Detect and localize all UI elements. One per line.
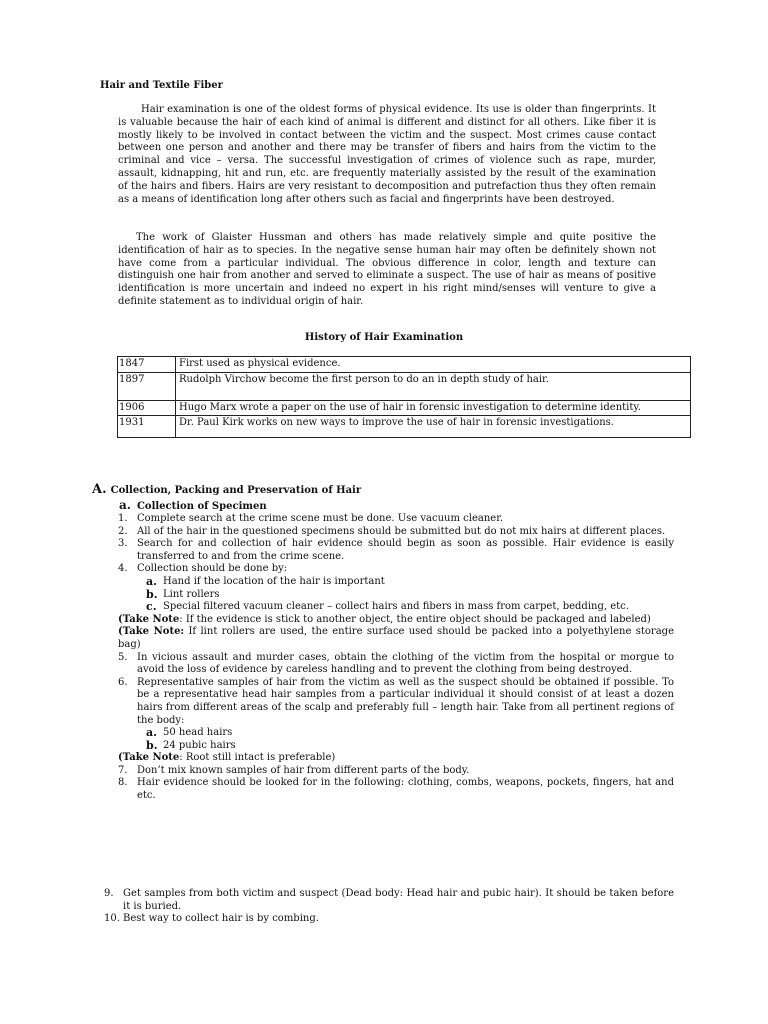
note-label: (Take Note <box>118 752 180 764</box>
sub-list-item <box>146 589 674 602</box>
collection-list <box>118 513 674 803</box>
body-regions-list <box>146 727 674 752</box>
section-letter: A. <box>92 482 107 497</box>
sub-item-letter: a. <box>146 574 157 588</box>
note-label: (Take Note: <box>118 626 185 638</box>
table-row <box>118 416 691 438</box>
item-text: Search for and collection of hair evidence should begin as soon as possible. Hair evidence is easily transferred to and from the crime scene. <box>137 538 674 562</box>
collection-methods-list <box>146 576 674 614</box>
event-cell: Dr. Paul Kirk works on new ways to improve the use of hair in forensic investigations. <box>176 416 691 438</box>
sub-list-item <box>146 727 674 740</box>
item-number: 9. <box>104 888 114 899</box>
table-row <box>118 357 691 373</box>
take-note <box>118 752 674 765</box>
table-row <box>118 400 691 416</box>
year-cell: 1931 <box>118 416 176 438</box>
sub-item-text: 24 pubic hairs <box>163 739 236 751</box>
species-paragraph <box>118 232 656 309</box>
item-text: Get samples from both victim and suspect (Dead body: Head hair and pubic hair). It should be taken before it is buried. <box>123 888 674 912</box>
sub-item-text: Lint rollers <box>163 588 220 600</box>
item-text: In vicious assault and murder cases, obtain the clothing of the victim from the hospital or morgue to avoid the loss of evidence by careless handling and to prevent the clothing from being destroyed. <box>137 651 674 676</box>
list-item <box>118 652 674 677</box>
item-text: Hair evidence should be looked for in the following: clothing, combs, weapons, pockets, fingers, hat and etc. <box>137 777 674 802</box>
item-text: All of the hair in the questioned specimens should be submitted but do not mix hairs at different places. <box>137 525 666 537</box>
list-item <box>118 563 674 576</box>
event-cell: Rudolph Virchow become the first person to do an in depth study of hair. <box>176 372 691 400</box>
take-note <box>118 626 674 651</box>
item-text: Best way to collect hair is by combing. <box>123 913 319 925</box>
item-text: Don’t mix known samples of hair from different parts of the body. <box>137 764 470 776</box>
sub-item-text: 50 head hairs <box>163 727 233 739</box>
item-text: Representative samples of hair from the victim as well as the suspect should be obtained if possible. To be a representative head hair samples from a particular individual it should consist of at least a dozen hairs from different areas of the scalp and preferably full – length hair. Take from all pertinent regions of the body: <box>137 676 674 726</box>
sub-item-letter: b. <box>146 738 158 752</box>
subsection-letter: a. <box>119 498 131 512</box>
table-row <box>118 372 691 400</box>
year-cell: 1897 <box>118 372 176 400</box>
note-label: (Take Note <box>118 613 180 625</box>
item-number: 5. <box>118 651 128 663</box>
take-note <box>118 614 674 627</box>
list-item <box>104 913 674 926</box>
event-cell: Hugo Marx wrote a paper on the use of hair in forensic investigation to determine identity. <box>176 400 691 416</box>
item-text: Complete search at the crime scene must be done. Use vacuum cleaner. <box>137 513 504 524</box>
sub-item-letter: b. <box>146 587 158 601</box>
item-number: 6. <box>118 676 128 688</box>
list-item <box>118 538 674 563</box>
item-number: 2. <box>118 525 128 537</box>
document-title: Hair and Textile Fiber <box>100 80 223 91</box>
sub-list-item <box>146 576 674 589</box>
sub-list-item <box>146 601 674 614</box>
history-heading: History of Hair Examination <box>304 332 464 343</box>
list-item <box>118 677 674 727</box>
list-item <box>104 888 674 913</box>
list-item <box>118 513 674 526</box>
item-number: 3. <box>118 538 128 550</box>
note-text: : If the evidence is stick to another object, the entire object should be packaged and labeled) <box>179 613 651 625</box>
paragraph-text: The work of Glaister Hussman and others has made relatively simple and quite positive the identification of hair as to species. In the negative sense human hair may often be definitely shown not have come from a particular individual. The obvious difference in color, length and texture can distinguish one hair from another and served to eliminate a suspect. The use of hair as means of positive identification is more uncertain and indeed no expert in his right mind/senses will venture to give a definite statement as to individual origin of hair. <box>118 232 656 307</box>
sub-item-letter: a. <box>146 726 157 740</box>
item-number: 7. <box>118 764 128 776</box>
history-table <box>117 356 691 438</box>
item-number: 1. <box>118 513 128 524</box>
sub-item-text: Hand if the location of the hair is important <box>163 575 385 587</box>
note-text: If lint rollers are used, the entire surface used should be packed into a polyethylene storage bag) <box>118 626 674 650</box>
sub-list-item <box>146 740 674 753</box>
year-cell: 1906 <box>118 400 176 416</box>
item-number: 10. <box>104 913 120 925</box>
note-text: : Root still intact is preferable) <box>179 752 336 764</box>
intro-paragraph <box>118 104 656 206</box>
list-item <box>118 765 674 778</box>
subsection-heading <box>119 498 267 512</box>
year-cell: 1847 <box>118 357 176 373</box>
item-number: 8. <box>118 777 128 789</box>
list-item <box>118 526 674 539</box>
sub-item-letter: c. <box>146 600 157 614</box>
item-number: 4. <box>118 563 128 575</box>
paragraph-text: Hair examination is one of the oldest forms of physical evidence. Its use is older than fingerprints. It is valuable because the hair of each kind of animal is different and distinct for all others. Like fiber it is mostly likely to be involved in contact between the victim and the suspect. Most crimes cause contact between one person and another and there may be transfer of fibers and hairs from the victim to the criminal and vice – versa. The successful investigation of crimes of violence such as rape, murder, assault, kidnapping, hit and run, etc. are frequently materially assisted by the result of the examination of the hairs and fibers. Hairs are very resistant to decomposition and putrefaction thus they often remain as a means of identification long after others such as facial and fingerprints have been destroyed. <box>118 104 656 205</box>
collection-list-continued <box>104 888 674 926</box>
list-item <box>118 777 674 802</box>
section-a-heading <box>92 482 361 497</box>
event-cell: First used as physical evidence. <box>176 357 691 373</box>
sub-item-text: Special filtered vacuum cleaner – collect hairs and fibers in mass from carpet, bedding, etc. <box>163 601 629 613</box>
section-title: Collection, Packing and Preservation of Hair <box>110 485 362 496</box>
item-text: Collection should be done by: <box>137 563 288 575</box>
subsection-title: Collection of Specimen <box>136 501 267 512</box>
